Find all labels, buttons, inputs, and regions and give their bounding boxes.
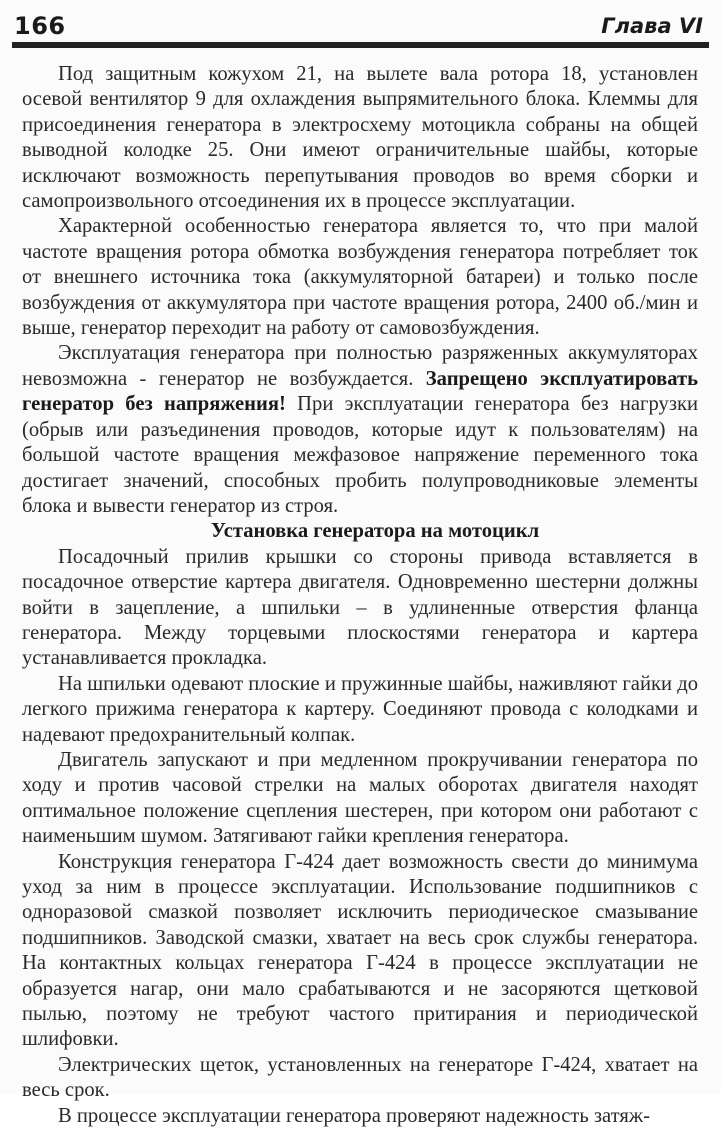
paragraph-maintenance: Конструкция генератора Г-424 дает возможность свести до минимума уход за ним в процессе эксплуатации. Использование подшипников с одноразовой смазкой позволяет исключить периодическое смазывание подшипников. Заводской смазки, хватает на весь срок службы генератора. На контактных кольцах генератора Г-424 в процессе эксплуатации не образуется нагар, они мало срабатываются и не засоряются щетковой пылью, поэтому не требуют частого притирания и периодической шлифовки. bbox=[22, 850, 698, 1051]
chapter-title: Глава VI bbox=[601, 14, 703, 38]
paragraph-inspection: В процессе эксплуатации генератора проверяют надежность затяж- bbox=[58, 1104, 650, 1127]
paragraph-excitation: Характерной особенностью генератора является то, что при малой частоте вращения ротора обмотка возбуждения генератора потребляет ток от внешнего источника тока (аккумуляторной батареи) и только после возбуждения от аккумулятора при частоте вращения ротора, 2400 об./мин и выше, генератор переходит на работу от самовозбуждения. bbox=[22, 215, 698, 340]
warning-text-end: При эксплуатации генератора без нагрузки (обрыв или разъединения проводов, которые идут к пользователям) на большой частоте вращения межфазовое напряжение переменного тока достигает значений, способных пробить полупроводниковые элементы блока и вывести генератор из строя. bbox=[22, 393, 698, 517]
page-header bbox=[12, 10, 709, 38]
page-number: 166 bbox=[14, 12, 66, 40]
paragraph-cooling-fan: Под защитным кожухом 21, на вылете вала ротора 18, установлен осевой вентилятор 9 для охлаждения выпрямительного блока. Клеммы для присоединения генератора в электросхему мотоцикла собраны на общей выводной колодке 25. Они имеют ограничительные шайбы, которые исключают возможность перепутывания проводов во время сборки и самопроизвольного отсоединения их в процессе эксплуатации. bbox=[22, 63, 698, 213]
paragraph-mounting: Посадочный прилив крышки со стороны привода вставляется в посадочное отверстие картера двигателя. Одновременно шестерни должны войти в зацепление, а шпильки – в удлиненные отверстия фланца генератора. Между торцевыми плоскостями генератора и картера устанавливается прокладка. bbox=[22, 545, 698, 670]
paragraph-washers: На шпильки одевают плоские и пружинные шайбы, наживляют гайки до легкого прижима генератора к картеру. Соединяют провода с колодками и надевают предохранительный колпак. bbox=[22, 672, 698, 746]
warning-bold: Запрещено эксплуатировать генератор без напряжения! bbox=[22, 367, 698, 416]
page-body bbox=[22, 62, 698, 1129]
paragraph-brushes: Электрических щеток, установленных на генераторе Г-424, хватает на весь срок. bbox=[22, 1053, 698, 1102]
paragraph-engine-start: Двигатель запускают и при медленном прокручивании генератора по ходу и против часовой стрелки на малых оборотах двигателя находят оптимальное положение сцепления шестерен, при котором они работают с наименьшим шумом. Затягивают гайки крепления генератора. bbox=[22, 748, 698, 848]
header-rule bbox=[12, 42, 709, 48]
paragraph-warning bbox=[22, 341, 698, 519]
warning-text-start: Эксплуатация генератора при полностью разряженных аккумуляторах невозможна - генератор не возбуждается. bbox=[22, 342, 698, 390]
section-heading: Установка генератора на мотоцикл bbox=[210, 520, 540, 543]
